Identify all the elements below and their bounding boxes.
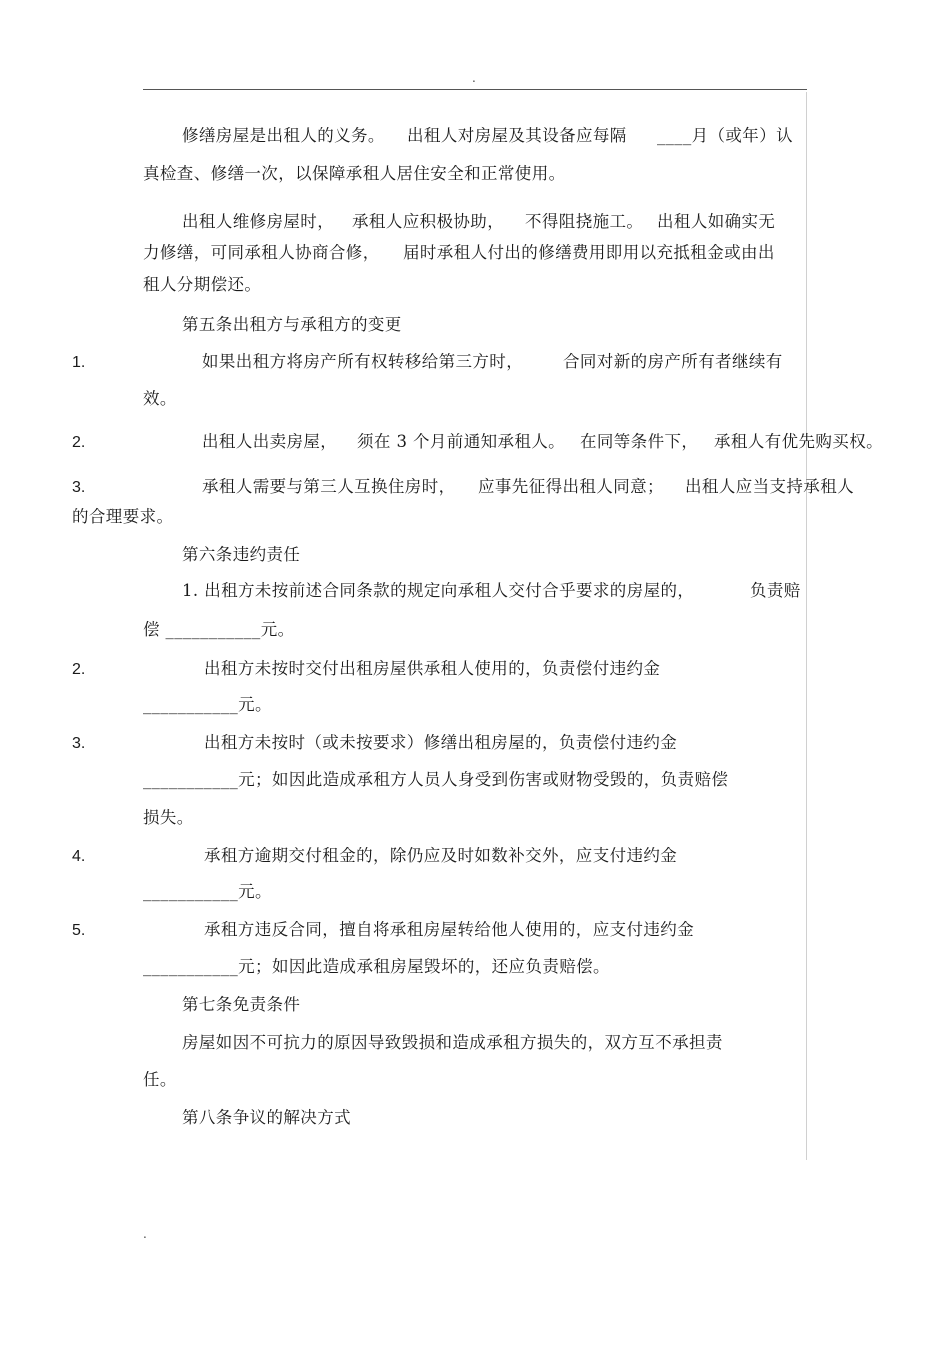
art6-item-3-text-a: 出租方未按时（或未按要求）修缮出租房屋的，负责偿付违约金	[204, 733, 678, 752]
repair-line-1c: ____月（或年）认	[657, 126, 793, 145]
art5-item-2-number: 2.	[72, 434, 86, 451]
art5-item-1-text-c: 效。	[143, 389, 177, 408]
repair-line-1a: 修缮房屋是出租人的义务。	[182, 126, 385, 145]
art5-item-2-text-a: 出租人出卖房屋，	[202, 432, 338, 451]
margin-rule	[806, 92, 807, 1160]
art5-item-1-text-a: 如果出租方将房产所有权转移给第三方时，	[202, 352, 524, 371]
art6-item-1-text-a: 1. 出租方未按前述合同条款的规定向承租人交付合乎要求的房屋的，	[182, 581, 695, 600]
art5-item-3-text-a: 承租人需要与第三人互换住房时，	[202, 477, 456, 496]
art5-item-3-text-c: 出租人应当支持承租人	[685, 477, 854, 496]
header-dot: .	[472, 71, 476, 85]
art7-text-line-1: 房屋如因不可抗力的原因导致毁损和造成承租方损失的，双方互不承担责	[182, 1033, 723, 1052]
art5-item-2-text-d: 承租人有优先购买权。	[714, 432, 883, 451]
art5-item-3-text-d: 的合理要求。	[72, 507, 174, 526]
maint-line-1d: 出租人如确实无	[657, 212, 776, 231]
article-7-title: 第七条免责条件	[182, 995, 301, 1014]
art6-item-4-number: 4.	[72, 848, 86, 865]
maint-line-2a: 力修缮，可同承租人协商合修，	[143, 243, 380, 262]
maint-line-1c: 不得阻挠施工。	[525, 212, 644, 231]
art5-item-3-text-b: 应事先征得出租人同意；	[478, 477, 664, 496]
maint-line-3: 租人分期偿还。	[143, 275, 262, 294]
art5-item-1-text-b: 合同对新的房产所有者继续有	[563, 352, 783, 371]
art6-item-3-text-b: ___________元；如因此造成承租方人员人身受到伤害或财物受毁的，负责赔偿	[143, 770, 729, 789]
art6-item-2-text-a: 出租方未按时交付出租房屋供承租人使用的，负责偿付违约金	[204, 659, 661, 678]
art6-item-5-text-b: ___________元；如因此造成承租房屋毁坏的，还应负责赔偿。	[143, 957, 610, 976]
art6-item-3-text-c: 损失。	[143, 808, 194, 827]
art6-item-4-text-b: ___________元。	[143, 882, 272, 901]
art6-item-2-text-b: ___________元。	[143, 695, 272, 714]
header-rule	[143, 89, 807, 90]
art6-item-2-number: 2.	[72, 661, 86, 678]
art5-item-2-text-c: 在同等条件下，	[580, 432, 699, 451]
repair-line-1b: 出租人对房屋及其设备应每隔	[407, 126, 627, 145]
art5-item-1-number: 1.	[72, 354, 86, 371]
maint-line-1a: 出租人维修房屋时，	[182, 212, 335, 231]
article-5-title: 第五条出租方与承租方的变更	[182, 315, 402, 334]
art6-item-1-text-b: 负责赔	[750, 581, 801, 600]
article-8-title: 第八条争议的解决方式	[182, 1108, 351, 1127]
art6-item-1-text-c: 偿 ___________元。	[143, 620, 295, 639]
footer-dot: .	[143, 1227, 147, 1241]
repair-line-2: 真检查、修缮一次，以保障承租人居住安全和正常使用。	[143, 164, 566, 183]
art6-item-3-number: 3.	[72, 735, 86, 752]
art7-text-line-2: 任。	[143, 1070, 177, 1089]
article-6-title: 第六条违约责任	[182, 545, 301, 564]
art5-item-3-number: 3.	[72, 479, 86, 496]
art6-item-4-text-a: 承租方逾期交付租金的，除仍应及时如数补交外，应支付违约金	[204, 846, 678, 865]
art6-item-5-number: 5.	[72, 922, 86, 939]
maint-line-1b: 承租人应积极协助，	[352, 212, 505, 231]
maint-line-2b: 届时承租人付出的修缮费用即用以充抵租金或由出	[403, 243, 775, 262]
art5-item-2-text-b: 须在 3 个月前通知承租人。	[357, 432, 566, 451]
art6-item-5-text-a: 承租方违反合同，擅自将承租房屋转给他人使用的，应支付违约金	[204, 920, 695, 939]
